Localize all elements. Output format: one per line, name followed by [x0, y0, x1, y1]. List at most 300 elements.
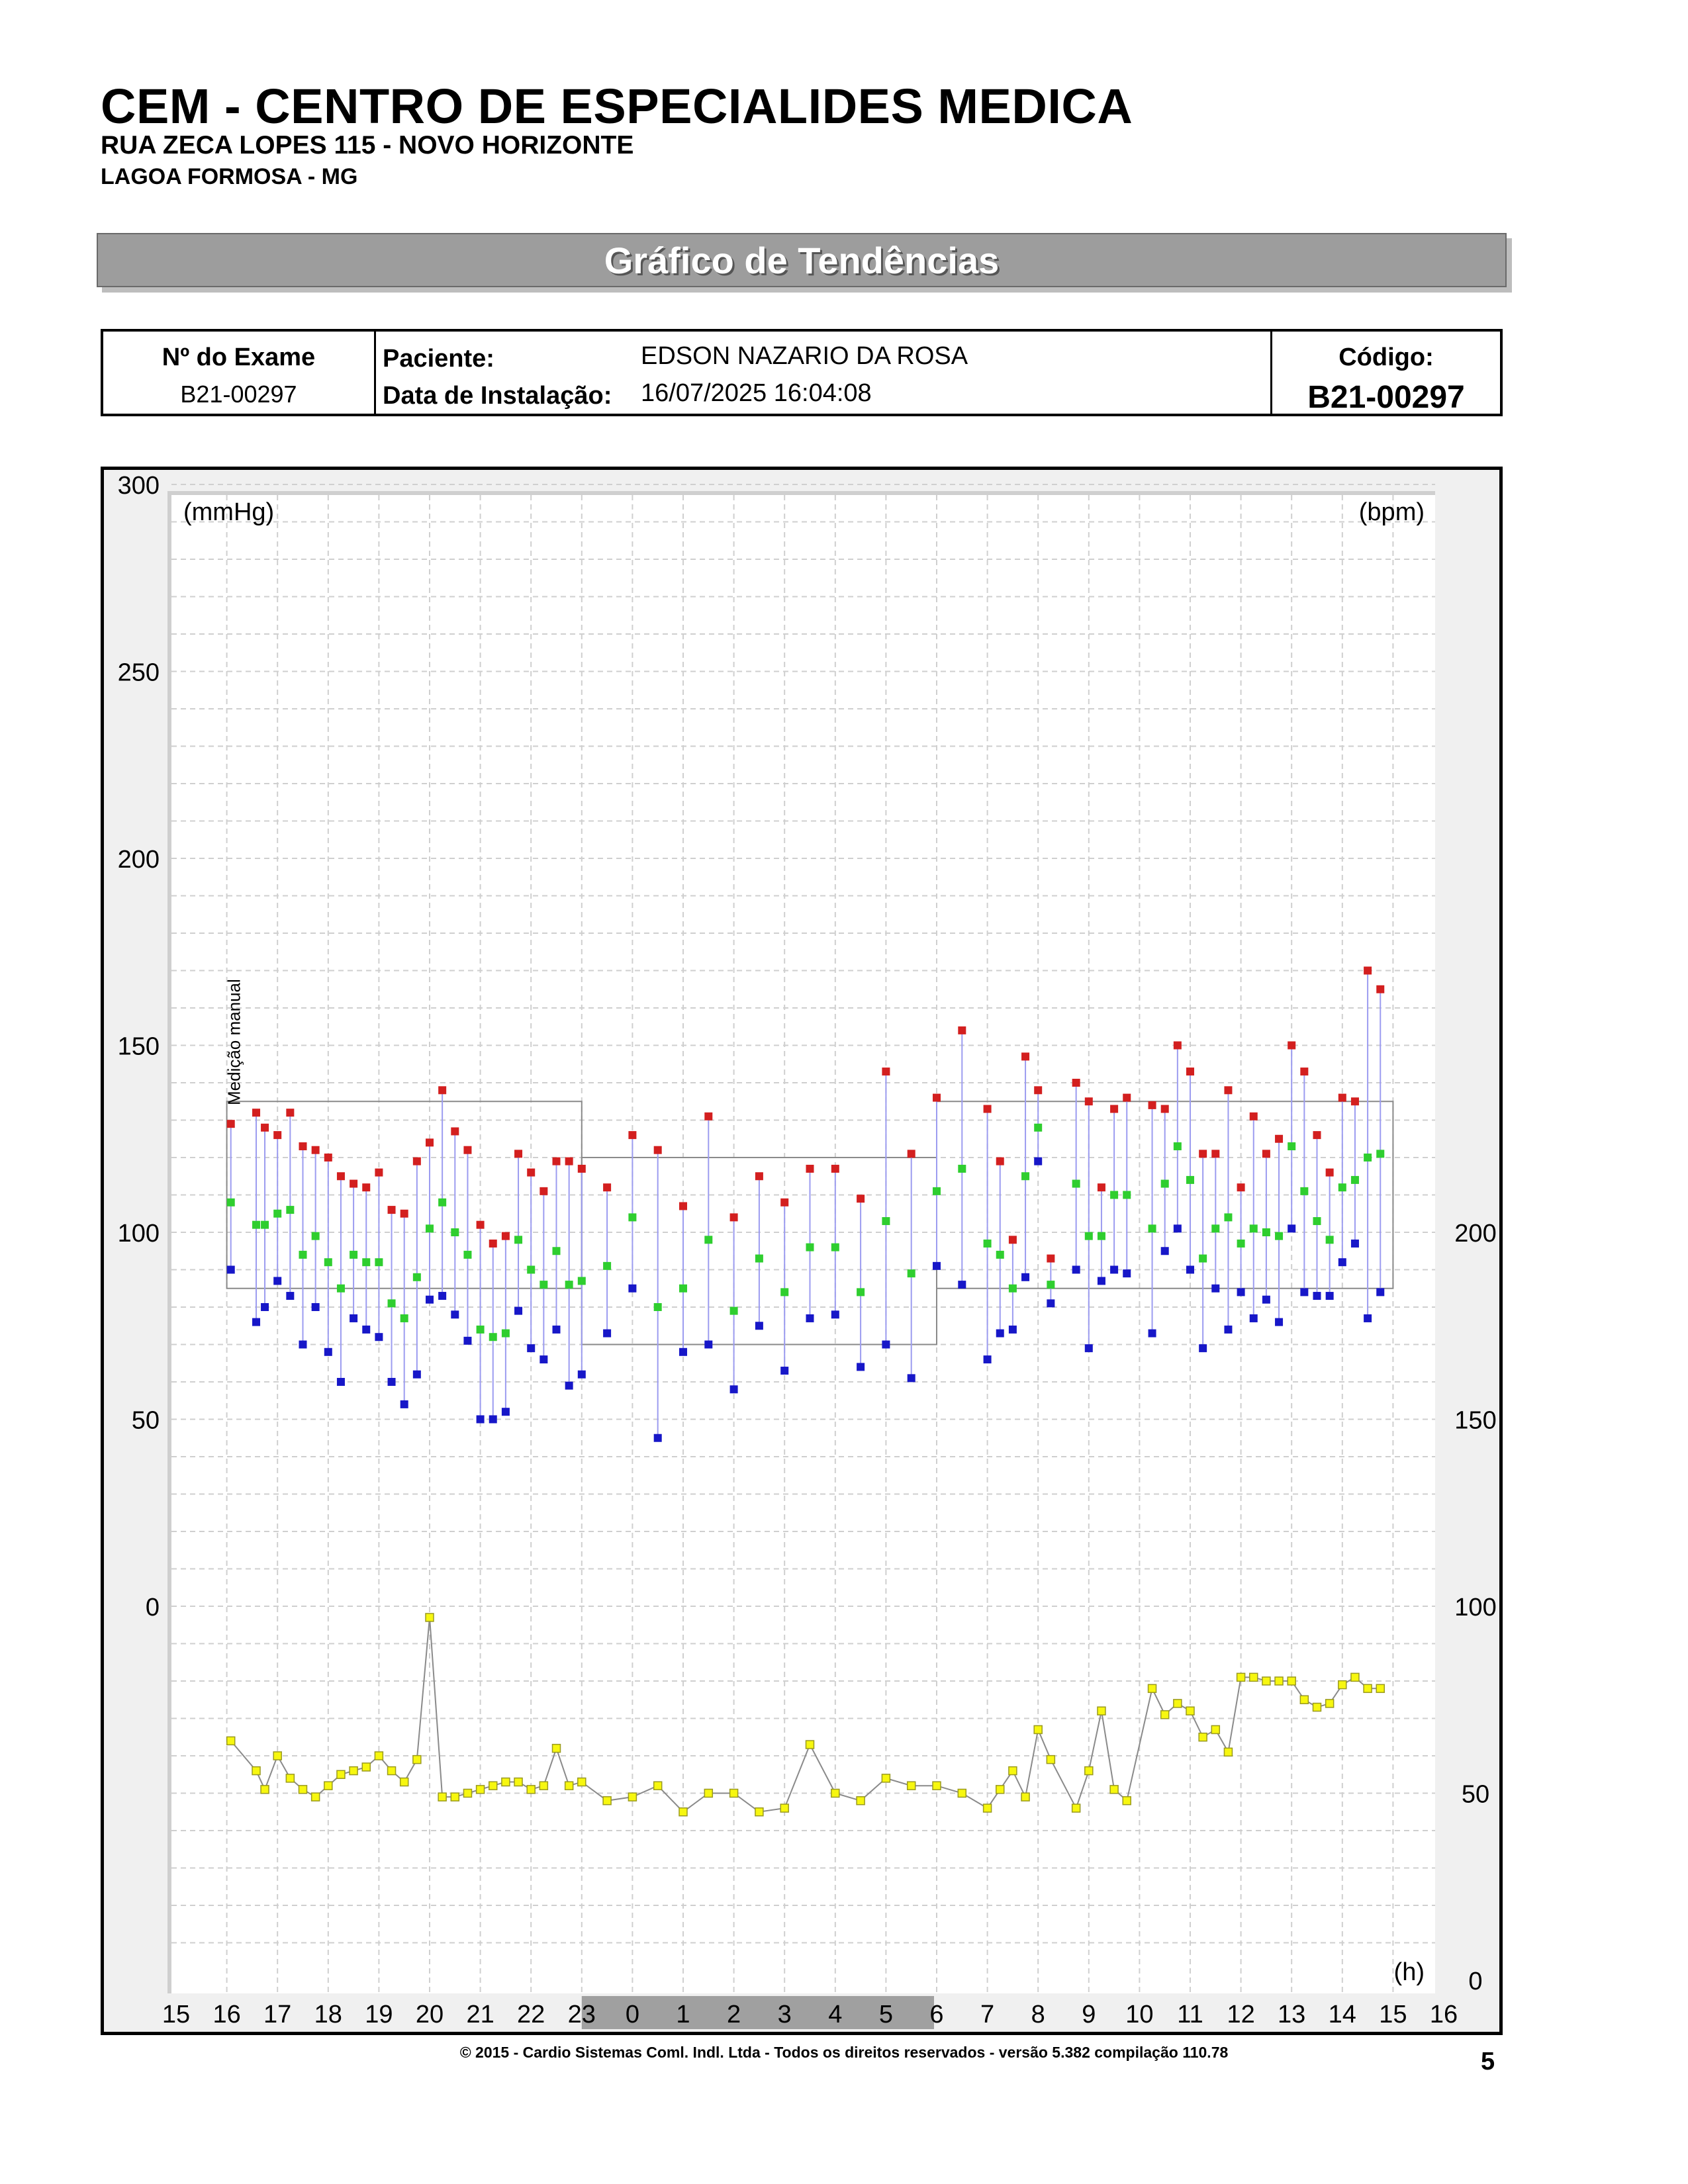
exam-number-value: B21-00297	[180, 381, 297, 408]
diastolic-point	[831, 1310, 839, 1318]
x-axis-tick-label: 23	[567, 2001, 596, 2028]
diastolic-point	[1021, 1273, 1029, 1281]
heart-rate-point	[1300, 1696, 1308, 1704]
mean-point	[857, 1288, 865, 1296]
diastolic-point	[958, 1281, 966, 1289]
mean-point	[1250, 1224, 1258, 1232]
heart-rate-point	[1351, 1673, 1359, 1681]
heart-rate-point	[628, 1793, 636, 1801]
x-axis-tick-label: 16	[1429, 2001, 1458, 2028]
mean-point	[286, 1206, 294, 1214]
diastolic-point	[1313, 1292, 1321, 1300]
heart-rate-point	[1275, 1677, 1283, 1685]
systolic-point	[1250, 1113, 1258, 1120]
systolic-point	[1326, 1169, 1334, 1177]
mean-point	[1313, 1217, 1321, 1225]
x-axis-tick-label: 4	[828, 2001, 843, 2028]
systolic-point	[1021, 1052, 1029, 1060]
x-axis-tick-label: 5	[878, 2001, 893, 2028]
systolic-point	[1072, 1079, 1080, 1087]
mean-point	[1211, 1224, 1219, 1232]
mean-point	[1364, 1154, 1372, 1161]
systolic-point	[1110, 1105, 1118, 1113]
mean-point	[679, 1285, 687, 1293]
heart-rate-point	[337, 1770, 345, 1778]
heart-rate-point	[350, 1767, 357, 1775]
diastolic-point	[780, 1367, 788, 1375]
heart-rate-point	[514, 1778, 522, 1786]
systolic-point	[1174, 1042, 1182, 1050]
mean-point	[603, 1262, 611, 1270]
diastolic-point	[1237, 1288, 1245, 1296]
x-axis-tick-label: 16	[212, 2001, 241, 2028]
diastolic-point	[553, 1326, 561, 1334]
systolic-point	[704, 1113, 712, 1120]
mean-point	[1199, 1255, 1207, 1263]
mean-point	[1351, 1176, 1359, 1184]
diastolic-point	[324, 1348, 332, 1356]
systolic-point	[337, 1172, 345, 1180]
systolic-point	[227, 1120, 235, 1128]
heart-rate-point	[1288, 1677, 1295, 1685]
systolic-point	[273, 1131, 281, 1139]
heart-rate-point	[527, 1786, 535, 1794]
diastolic-point	[1161, 1247, 1169, 1255]
systolic-point	[730, 1213, 738, 1221]
systolic-point	[831, 1165, 839, 1173]
systolic-point	[1351, 1097, 1359, 1105]
diastolic-point	[1034, 1158, 1042, 1165]
systolic-point	[1313, 1131, 1321, 1139]
x-axis-tick-label: 10	[1125, 2001, 1154, 2028]
diastolic-point	[882, 1341, 890, 1349]
mean-point	[565, 1281, 573, 1289]
systolic-point	[1149, 1101, 1156, 1109]
diastolic-point	[1009, 1326, 1017, 1334]
systolic-point	[438, 1086, 446, 1094]
mean-point	[324, 1258, 332, 1266]
heart-rate-point	[984, 1804, 992, 1812]
heart-rate-point	[1072, 1804, 1080, 1812]
diastolic-point	[1351, 1240, 1359, 1248]
mean-point	[261, 1221, 269, 1229]
mean-point	[273, 1210, 281, 1218]
mean-point	[958, 1165, 966, 1173]
heart-rate-point	[1149, 1684, 1156, 1692]
heart-rate-point	[273, 1752, 281, 1760]
systolic-point	[1098, 1183, 1105, 1191]
mean-point	[1072, 1180, 1080, 1188]
x-axis-tick-label: 15	[1379, 2001, 1407, 2028]
x-axis-tick-label: 11	[1177, 2001, 1203, 2028]
right-axis-tick-label: 0	[1468, 1968, 1483, 1995]
heart-rate-point	[933, 1782, 941, 1790]
heart-rate-point	[996, 1786, 1004, 1794]
diastolic-point	[1186, 1266, 1194, 1274]
systolic-point	[1237, 1183, 1245, 1191]
x-axis-tick-label: 17	[263, 2001, 292, 2028]
mean-point	[780, 1288, 788, 1296]
heart-rate-point	[400, 1778, 408, 1786]
mean-point	[933, 1187, 941, 1195]
patient-cell	[376, 332, 1272, 414]
mean-point	[312, 1232, 320, 1240]
systolic-point	[477, 1221, 485, 1229]
systolic-point	[527, 1169, 535, 1177]
diastolic-point	[1149, 1330, 1156, 1338]
x-axis-tick-label: 21	[466, 2001, 494, 2028]
systolic-point	[857, 1195, 865, 1203]
systolic-point	[350, 1180, 357, 1188]
systolic-point	[1364, 967, 1372, 975]
heart-rate-point	[1211, 1725, 1219, 1733]
mean-point	[362, 1258, 370, 1266]
heart-rate-point	[958, 1790, 966, 1797]
diastolic-point	[286, 1292, 294, 1300]
heart-rate-point	[438, 1793, 446, 1801]
systolic-point	[400, 1210, 408, 1218]
heart-rate-point	[1199, 1733, 1207, 1741]
systolic-point	[654, 1146, 662, 1154]
diastolic-point	[1098, 1277, 1105, 1285]
heart-rate-point	[1338, 1681, 1346, 1689]
diastolic-point	[933, 1262, 941, 1270]
heart-rate-point	[882, 1774, 890, 1782]
mean-point	[553, 1247, 561, 1255]
heart-rate-point	[704, 1790, 712, 1797]
systolic-point	[1034, 1086, 1042, 1094]
heart-rate-point	[1047, 1756, 1055, 1764]
x-axis-tick-label: 8	[1031, 2001, 1045, 2028]
diastolic-point	[628, 1285, 636, 1293]
x-axis-tick-label: 22	[517, 2001, 545, 2028]
mean-point	[227, 1199, 235, 1206]
patient-name: EDSON NAZARIO DA ROSA	[641, 342, 968, 370]
diastolic-point	[489, 1416, 497, 1424]
mean-point	[996, 1251, 1004, 1259]
heart-rate-point	[261, 1786, 269, 1794]
diastolic-point	[273, 1277, 281, 1285]
diastolic-point	[565, 1382, 573, 1390]
heart-rate-point	[1021, 1793, 1029, 1801]
report-title: Gráfico de Tendências	[604, 239, 1000, 281]
heart-rate-point	[375, 1752, 383, 1760]
x-axis-tick-label: 2	[727, 2001, 741, 2028]
copyright-footer: © 2015 - Cardio Sistemas Coml. Indl. Ltda - Todos os direitos reservados - versão 5.382 compilação 110.78	[459, 2044, 1229, 2061]
left-axis-unit: (mmHg)	[183, 498, 275, 526]
mean-point	[252, 1221, 260, 1229]
mean-point	[451, 1228, 459, 1236]
diastolic-point	[1262, 1296, 1270, 1304]
systolic-point	[603, 1183, 611, 1191]
heart-rate-point	[1009, 1767, 1017, 1775]
left-axis-tick-label: 100	[117, 1220, 160, 1248]
diastolic-point	[477, 1416, 485, 1424]
x-axis-tick-label: 15	[162, 2001, 191, 2028]
mean-point	[426, 1224, 434, 1232]
diastolic-point	[1338, 1258, 1346, 1266]
mean-point	[502, 1330, 510, 1338]
diastolic-point	[1376, 1288, 1384, 1296]
systolic-point	[324, 1154, 332, 1161]
systolic-point	[1009, 1236, 1017, 1244]
mean-point	[1123, 1191, 1131, 1199]
trend-chart	[104, 470, 1499, 2032]
x-axis-tick-label: 18	[314, 2001, 342, 2028]
systolic-point	[539, 1187, 547, 1195]
diastolic-point	[388, 1378, 396, 1386]
systolic-point	[882, 1068, 890, 1075]
systolic-point	[514, 1150, 522, 1158]
systolic-point	[1262, 1150, 1270, 1158]
mean-point	[908, 1269, 915, 1277]
mean-point	[1047, 1281, 1055, 1289]
diastolic-point	[1275, 1318, 1283, 1326]
x-axis-tick-label: 12	[1227, 2001, 1255, 2028]
systolic-point	[1047, 1255, 1055, 1263]
diastolic-point	[400, 1400, 408, 1408]
systolic-point	[1211, 1150, 1219, 1158]
x-axis-tick-label: 14	[1328, 2001, 1356, 2028]
mean-point	[704, 1236, 712, 1244]
systolic-point	[451, 1127, 459, 1135]
diastolic-point	[996, 1330, 1004, 1338]
mean-point	[1288, 1142, 1295, 1150]
heart-rate-point	[1376, 1684, 1384, 1692]
systolic-point	[1376, 985, 1384, 993]
code-cell	[1272, 332, 1500, 414]
install-date-value: 16/07/2025 16:04:08	[641, 379, 872, 407]
exam-number-label: Nº do Exame	[162, 343, 316, 371]
systolic-point	[1224, 1086, 1232, 1094]
mean-point	[628, 1213, 636, 1221]
x-axis-tick-label: 19	[365, 2001, 393, 2028]
heart-rate-point	[1174, 1700, 1182, 1707]
diastolic-point	[1085, 1344, 1093, 1352]
mean-point	[1149, 1224, 1156, 1232]
systolic-point	[628, 1131, 636, 1139]
diastolic-point	[1110, 1266, 1118, 1274]
mean-point	[388, 1299, 396, 1307]
diastolic-point	[426, 1296, 434, 1304]
mean-point	[527, 1266, 535, 1274]
systolic-point	[261, 1124, 269, 1132]
mean-point	[337, 1285, 345, 1293]
heart-rate-point	[1186, 1707, 1194, 1715]
diastolic-point	[413, 1371, 421, 1379]
mean-point	[1021, 1172, 1029, 1180]
heart-rate-point	[806, 1741, 814, 1749]
systolic-point	[1338, 1094, 1346, 1102]
page-number: 5	[1481, 2048, 1495, 2075]
mean-point	[1376, 1150, 1384, 1158]
diastolic-point	[984, 1355, 992, 1363]
left-axis-tick-label: 150	[117, 1032, 160, 1061]
right-axis-tick-label: 50	[1461, 1780, 1490, 1809]
mean-point	[438, 1199, 446, 1206]
systolic-point	[1300, 1068, 1308, 1075]
diastolic-point	[578, 1371, 586, 1379]
diastolic-point	[438, 1292, 446, 1300]
x-axis-tick-label: 9	[1082, 2001, 1096, 2028]
heart-rate-point	[1262, 1677, 1270, 1685]
heart-rate-point	[477, 1786, 485, 1794]
heart-rate-point	[362, 1763, 370, 1771]
diastolic-point	[375, 1333, 383, 1341]
mean-point	[1085, 1232, 1093, 1240]
diastolic-point	[350, 1314, 357, 1322]
diastolic-point	[908, 1374, 915, 1382]
systolic-point	[1123, 1094, 1131, 1102]
x-axis-tick-label: 7	[980, 2001, 995, 2028]
heart-rate-point	[1110, 1786, 1118, 1794]
mean-point	[806, 1244, 814, 1251]
right-axis-tick-label: 100	[1454, 1594, 1497, 1621]
heart-rate-point	[730, 1790, 738, 1797]
code-label: Código:	[1338, 343, 1434, 371]
mean-point	[1009, 1285, 1017, 1293]
heart-rate-point	[1250, 1673, 1258, 1681]
systolic-point	[1199, 1150, 1207, 1158]
systolic-point	[252, 1109, 260, 1116]
x-axis-tick-label: 20	[415, 2001, 444, 2028]
heart-rate-point	[286, 1774, 294, 1782]
systolic-point	[1161, 1105, 1169, 1113]
mean-point	[299, 1251, 307, 1259]
diastolic-point	[1199, 1344, 1207, 1352]
systolic-point	[806, 1165, 814, 1173]
mean-point	[1161, 1180, 1169, 1188]
exam-number-cell	[103, 332, 376, 414]
mean-point	[400, 1314, 408, 1322]
systolic-point	[1186, 1068, 1194, 1075]
mean-point	[539, 1281, 547, 1289]
mean-point	[578, 1277, 586, 1285]
heart-rate-point	[565, 1782, 573, 1790]
clinic-city: LAGOA FORMOSA - MG	[101, 164, 358, 189]
diastolic-point	[1288, 1224, 1295, 1232]
diastolic-point	[1326, 1292, 1334, 1300]
x-axis-tick-label: 0	[625, 2001, 639, 2028]
heart-rate-point	[502, 1778, 510, 1786]
heart-rate-point	[1085, 1767, 1093, 1775]
mean-point	[413, 1273, 421, 1281]
systolic-point	[312, 1146, 320, 1154]
systolic-point	[463, 1146, 471, 1154]
heart-rate-point	[780, 1804, 788, 1812]
heart-rate-point	[413, 1756, 421, 1764]
heart-rate-point	[831, 1790, 839, 1797]
systolic-point	[578, 1165, 586, 1173]
diastolic-point	[539, 1355, 547, 1363]
mean-point	[463, 1251, 471, 1259]
diastolic-point	[252, 1318, 260, 1326]
heart-rate-point	[654, 1782, 662, 1790]
right-axis-tick-label: 200	[1454, 1220, 1497, 1248]
mean-point	[1034, 1124, 1042, 1132]
diastolic-point	[1174, 1224, 1182, 1232]
heart-rate-point	[1123, 1797, 1131, 1805]
diastolic-point	[755, 1322, 763, 1330]
diastolic-point	[1300, 1288, 1308, 1296]
right-axis-unit: (bpm)	[1358, 498, 1425, 526]
heart-rate-point	[1034, 1725, 1042, 1733]
heart-rate-point	[489, 1782, 497, 1790]
heart-rate-point	[539, 1782, 547, 1790]
report-title-banner	[97, 233, 1507, 287]
mean-point	[831, 1244, 839, 1251]
diastolic-point	[362, 1326, 370, 1334]
mean-point	[1174, 1142, 1182, 1150]
diastolic-point	[1250, 1314, 1258, 1322]
mean-point	[375, 1258, 383, 1266]
diastolic-point	[1224, 1326, 1232, 1334]
diastolic-point	[527, 1344, 535, 1352]
heart-rate-point	[1237, 1673, 1245, 1681]
left-axis-tick-label: 0	[145, 1594, 160, 1621]
code-value: B21-00297	[1307, 380, 1465, 415]
heart-rate-point	[252, 1767, 260, 1775]
diastolic-point	[1123, 1269, 1131, 1277]
heart-rate-point	[312, 1793, 320, 1801]
mean-point	[1262, 1228, 1270, 1236]
mean-point	[1300, 1187, 1308, 1195]
heart-rate-point	[755, 1808, 763, 1816]
heart-rate-point	[388, 1767, 396, 1775]
systolic-point	[996, 1158, 1004, 1165]
diastolic-point	[227, 1266, 235, 1274]
diastolic-point	[806, 1314, 814, 1322]
diastolic-point	[299, 1341, 307, 1349]
mean-point	[1275, 1232, 1283, 1240]
heart-rate-point	[324, 1782, 332, 1790]
heart-rate-point	[451, 1793, 459, 1801]
diastolic-point	[704, 1341, 712, 1349]
diastolic-point	[451, 1310, 459, 1318]
heart-rate-point	[1224, 1748, 1232, 1756]
mean-point	[1110, 1191, 1118, 1199]
mean-point	[1098, 1232, 1105, 1240]
mean-point	[1237, 1240, 1245, 1248]
x-axis-tick-label: 3	[777, 2001, 792, 2028]
systolic-point	[908, 1150, 915, 1158]
diastolic-point	[654, 1434, 662, 1442]
heart-rate-point	[227, 1737, 235, 1745]
diastolic-point	[502, 1408, 510, 1416]
diastolic-point	[312, 1303, 320, 1311]
heart-rate-point	[857, 1797, 865, 1805]
mean-point	[882, 1217, 890, 1225]
right-axis-tick-label: 150	[1454, 1406, 1497, 1435]
systolic-point	[679, 1202, 687, 1210]
left-axis-tick-label: 250	[117, 659, 160, 687]
diastolic-point	[463, 1337, 471, 1345]
heart-rate-point	[679, 1808, 687, 1816]
systolic-point	[388, 1206, 396, 1214]
mean-point	[1338, 1183, 1346, 1191]
heart-rate-point	[553, 1745, 561, 1752]
diastolic-point	[857, 1363, 865, 1371]
mean-point	[755, 1255, 763, 1263]
manual-measurement-label: Medição manual	[224, 979, 244, 1105]
clinic-address: RUA ZECA LOPES 115 - NOVO HORIZONTE	[101, 131, 634, 159]
heart-rate-point	[1161, 1711, 1169, 1719]
mean-point	[654, 1303, 662, 1311]
systolic-point	[502, 1232, 510, 1240]
systolic-point	[299, 1142, 307, 1150]
heart-rate-point	[1326, 1700, 1334, 1707]
systolic-point	[286, 1109, 294, 1116]
